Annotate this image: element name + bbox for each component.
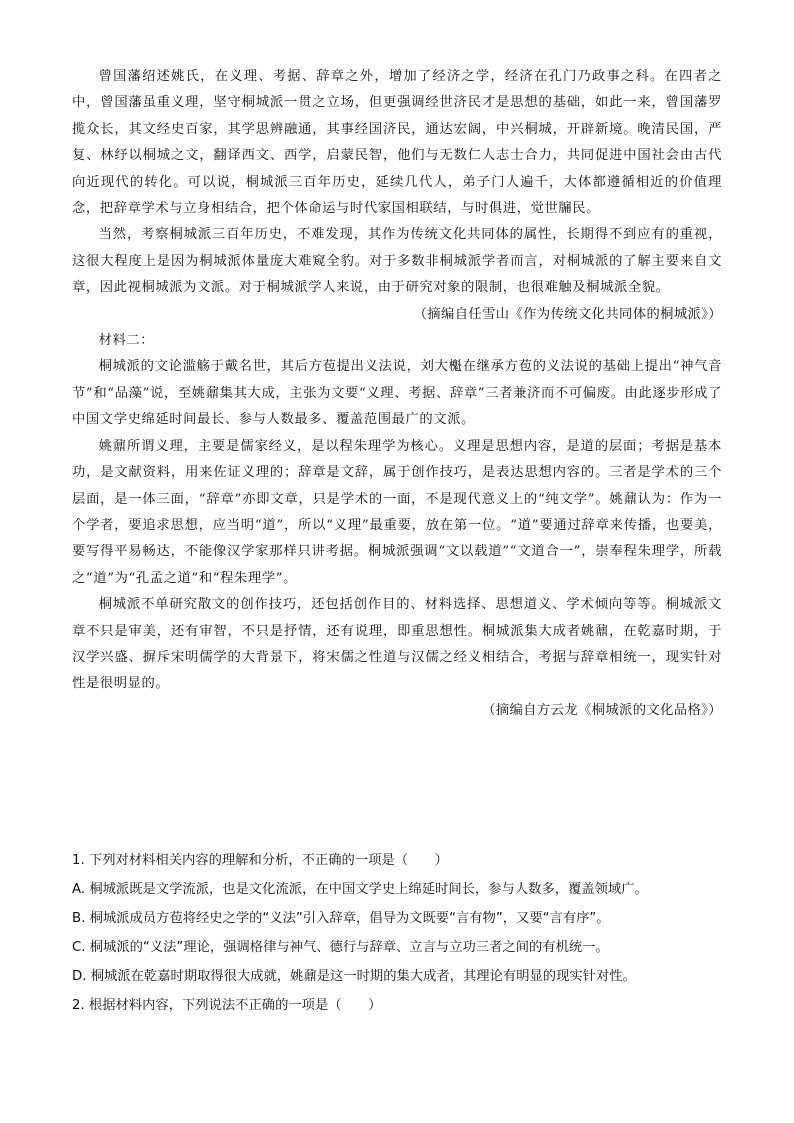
material2-label: 材料二： xyxy=(98,333,155,349)
material1-paragraph-2: 当然，考察桐城派三百年历史，不难发现，其作为传统文化共同体的属性，长期得不到应有的重视，这很大程度上是因为桐城派体量庞大难窥全豹。对于多数非桐城派学者而言，对桐城派的了解主要来自文章，因此视桐城派为文派。对于桐城派学人来说，由于研究对象的限制，也很难触及桐城派全貌。 xyxy=(72,227,722,296)
material2-paragraph-3: 桐城派不单研究散文的创作技巧，还包括创作目的、材料选择、思想道义、学术倾向等等。桐城派文章不只是审美，还有审智，不只是抒情，还有说理，即重思想性。桐城派集大成者姚鼐，在乾嘉时期，于汉学兴盛、摒斥宋明儒学的大背景下，将宋儒之性道与汉儒之经义相结合，考据与辞章相统一，现实针对性是很明显的。 xyxy=(72,597,722,692)
question-2-stem: 2. 根据材料内容，下列说法不正确的一项是（ ） xyxy=(72,998,382,1013)
material2-paragraph-1: 桐城派的文论滥觞于戴名世，其后方苞提出义法说，刘大櫆在继承方苞的义法说的基础上提出“神气音节”和“品藻”说，至姚鼐集其大成，主张为文要“义理、考据、辞章”三者兼济而不可偏废。由此逐步形成了中国文学史绵延时间最长、参与人数最多、覆盖范围最广的文派。 xyxy=(72,359,722,428)
material2-paragraph-2: 姚鼐所谓义理，主要是儒家经义，是以程朱理学为核心。义理是思想内容，是道的层面；考据是基本功，是文献资料，用来佐证义理的；辞章是文辞，属于创作技巧，是表达思想内容的。三者是学术的三个层面，是一体三面，“辞章”亦即文章，只是学术的一面，不是现代意义上的“纯文学”。姚鼐认为：作为一个学者，要追求思想，应当明“道”，所以“义理”最重要，放在第一位。“道”要通过辞章来传播，也要美，要写得平易畅达，不能像汉学家那样只讲考据。桐城派强调“文以载道”“文道合一”，崇奉程朱理学，所载之“道”为“孔孟之道”和“程朱理学”。 xyxy=(72,438,722,586)
question-1-option-b[interactable]: B. 桐城派成员方苞将经史之学的“义法”引入辞章，倡导为文既要“言有物”，又要“言有序”。 xyxy=(72,911,610,926)
material2-source: （摘编自方云龙《桐城派的文化品格》） xyxy=(482,702,722,718)
reading-materials xyxy=(72,64,722,724)
question-list xyxy=(72,846,722,1020)
question-1-option-a[interactable]: A. 桐城派既是文学流派，也是文化流派，在中国文学史上绵延时间长，参与人数多，覆盖领域广。 xyxy=(72,882,648,897)
material1-source: （摘编自任雪山《作为传统文化共同体的桐城派》） xyxy=(413,306,722,322)
question-1-stem: 1. 下列对材料相关内容的理解和分析，不正确的一项是（ ） xyxy=(72,853,448,868)
question-1-option-d[interactable]: D. 桐城派在乾嘉时期取得很大成就，姚鼐是这一时期的集大成者，其理论有明显的现实针对性。 xyxy=(72,969,636,984)
material1-paragraph-1: 曾国藩绍述姚氏，在义理、考据、辞章之外，增加了经济之学，经济在孔门乃政事之科。在四者之中，曾国藩虽重义理，坚守桐城派一贯之立场，但更强调经世济民才是思想的基础，如此一来，曾国藩罗揽众长，其文经史百家，其学思辨融通，其事经国济民，通达宏阔，中兴桐城，开辟新境。晚清民国，严复、林纾以桐城之文，翻译西文、西学，启蒙民智，他们与无数仁人志士合力，共同促进中国社会由古代向近现代的转化。可以说，桐城派三百年历史，延续几代人，弟子门人遍千，大体都遵循相近的价值理念，把辞章学术与立身相结合，把个体命运与时代家国相联结，与时俱进，觉世牖民。 xyxy=(72,69,722,217)
question-1-option-c[interactable]: C. 桐城派的“义法”理论，强调格律与神气、德行与辞章、立言与立功三者之间的有机统一。 xyxy=(72,940,609,955)
